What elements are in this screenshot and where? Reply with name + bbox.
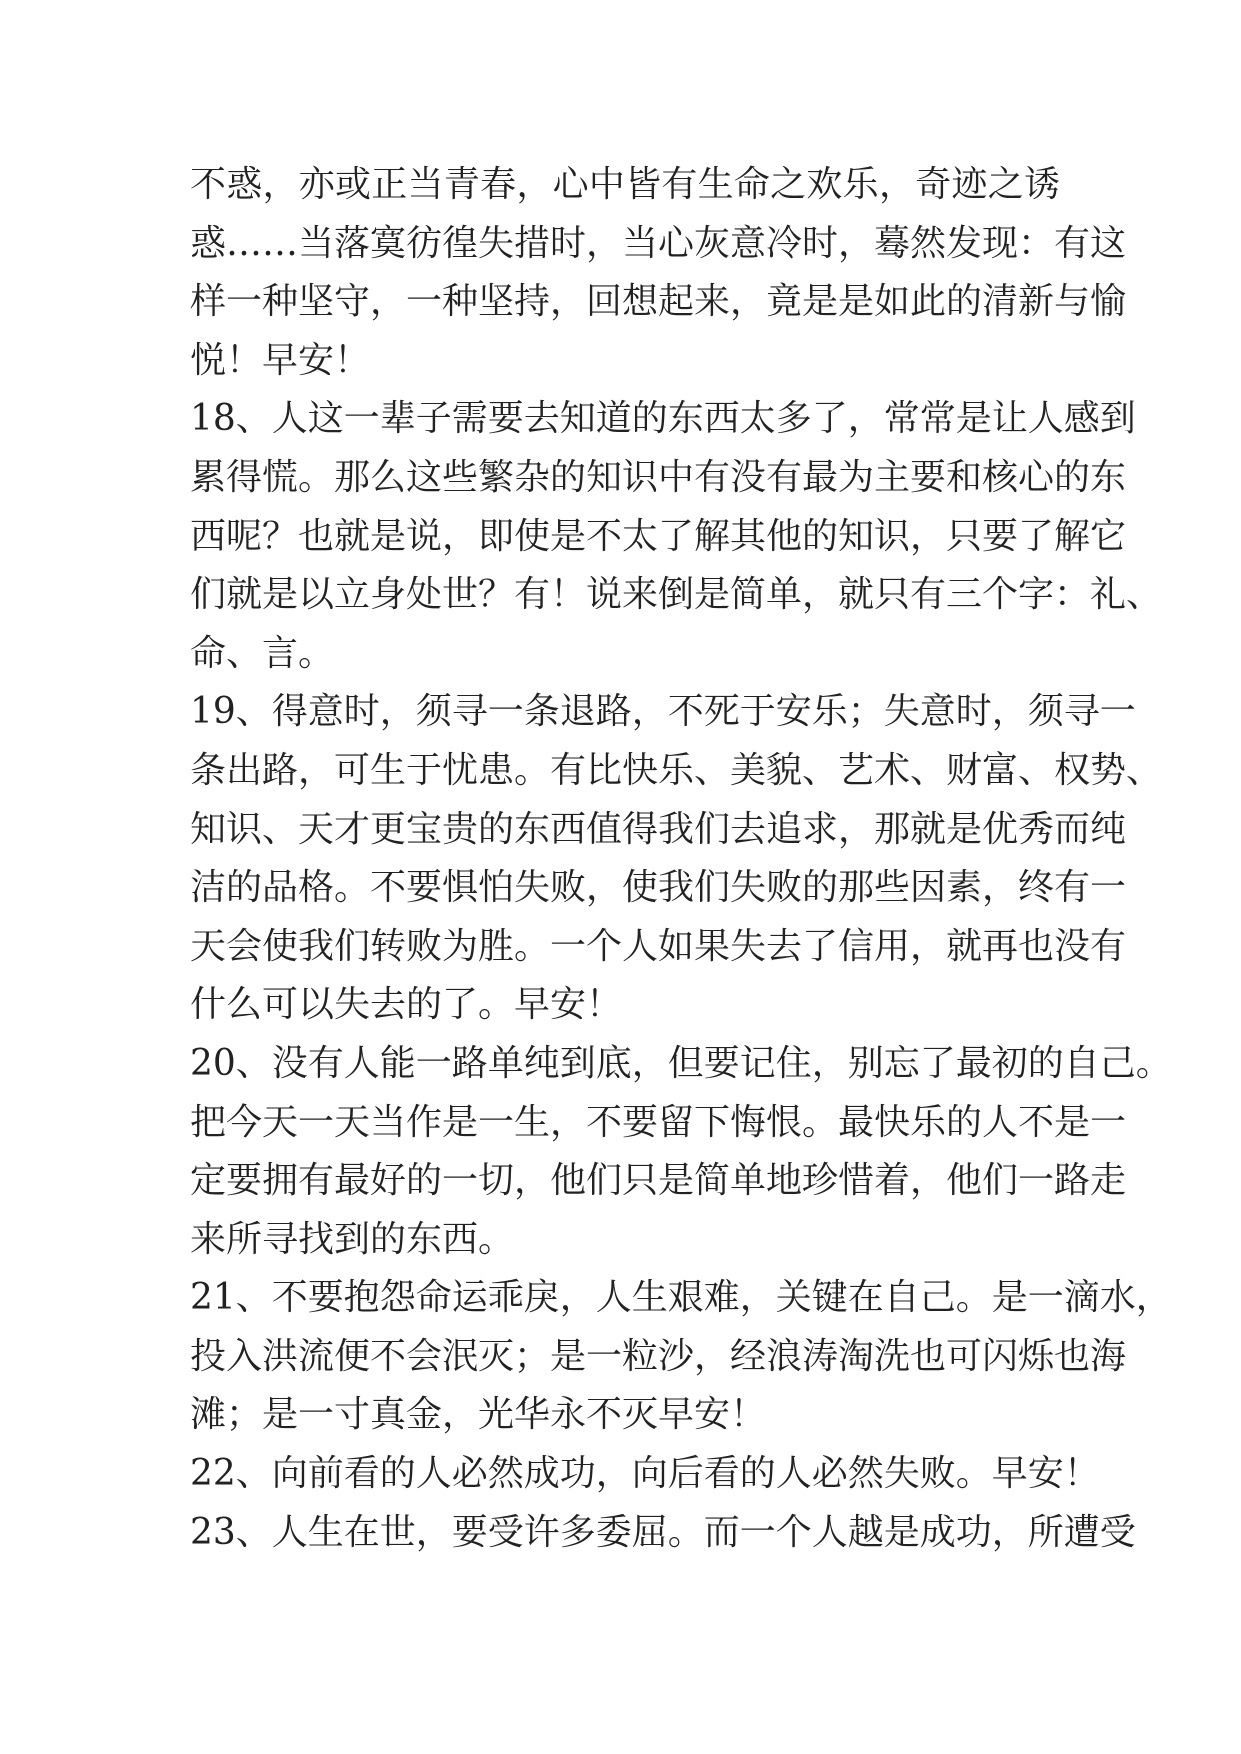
text-line: 不惑，亦或正当青春，心中皆有生命之欢乐，奇迹之诱 bbox=[190, 164, 1060, 205]
text-line: 21、不要抱怨命运乖戾，人生艰难，关键在自己。是一滴水， bbox=[190, 1277, 1172, 1319]
text-line: 来所寻找到的东西。 bbox=[190, 1218, 515, 1260]
text-line: 23、人生在世，要受许多委屈。而一个人越是成功，所遭受 bbox=[190, 1511, 1136, 1553]
text-line: 样一种坚守，一种坚持，回想起来，竟是是如此的清新与愉 bbox=[190, 281, 1127, 323]
text-line: 22、向前看的人必然成功，向后看的人必然失败。早安！ bbox=[190, 1453, 1100, 1495]
text-line: 把今天一天当作是一生，不要留下悔恨。最快乐的人不是一 bbox=[190, 1101, 1127, 1143]
text-line: 悦！早安！ bbox=[190, 339, 371, 381]
text-line: 累得慌。那么这些繁杂的知识中有没有最为主要和核心的东 bbox=[190, 456, 1127, 498]
text-line: 滩；是一寸真金，光华永不灭早安！ bbox=[190, 1394, 767, 1436]
text-line: 什么可以失去的了。早安！ bbox=[190, 984, 623, 1026]
text-line: 西呢？也就是说，即使是不太了解其他的知识，只要了解它 bbox=[190, 515, 1127, 557]
text-line: 投入洪流便不会泯灭；是一粒沙，经浪涛淘洗也可闪烁也海 bbox=[190, 1335, 1127, 1377]
body-text bbox=[190, 156, 1172, 1562]
text-line: 18、人这一辈子需要去知道的东西太多了，常常是让人感到 bbox=[190, 398, 1136, 440]
text-line: 天会使我们转败为胜。一个人如果失去了信用，就再也没有 bbox=[190, 925, 1127, 967]
text-line: 们就是以立身处世？有！说来倒是简单，就只有三个字：礼、 bbox=[190, 574, 1163, 616]
text-line: 知识、天才更宝贵的东西值得我们去追求，那就是优秀而纯 bbox=[190, 808, 1127, 850]
text-line: 定要拥有最好的一切，他们只是简单地珍惜着，他们一路走 bbox=[190, 1160, 1127, 1202]
text-line: 惑……当落寞彷徨失措时，当心灰意冷时，蓦然发现：有这 bbox=[190, 222, 1127, 264]
text-line: 洁的品格。不要惧怕失败，使我们失败的那些因素，终有一 bbox=[190, 867, 1127, 909]
text-line: 19、得意时，须寻一条退路，不死于安乐；失意时，须寻一 bbox=[190, 691, 1136, 733]
text-line: 条出路，可生于忧患。有比快乐、美貌、艺术、财富、权势、 bbox=[190, 749, 1163, 791]
text-line: 命、言。 bbox=[190, 632, 335, 674]
text-line: 20、没有人能一路单纯到底，但要记住，别忘了最初的自己。 bbox=[190, 1042, 1172, 1084]
